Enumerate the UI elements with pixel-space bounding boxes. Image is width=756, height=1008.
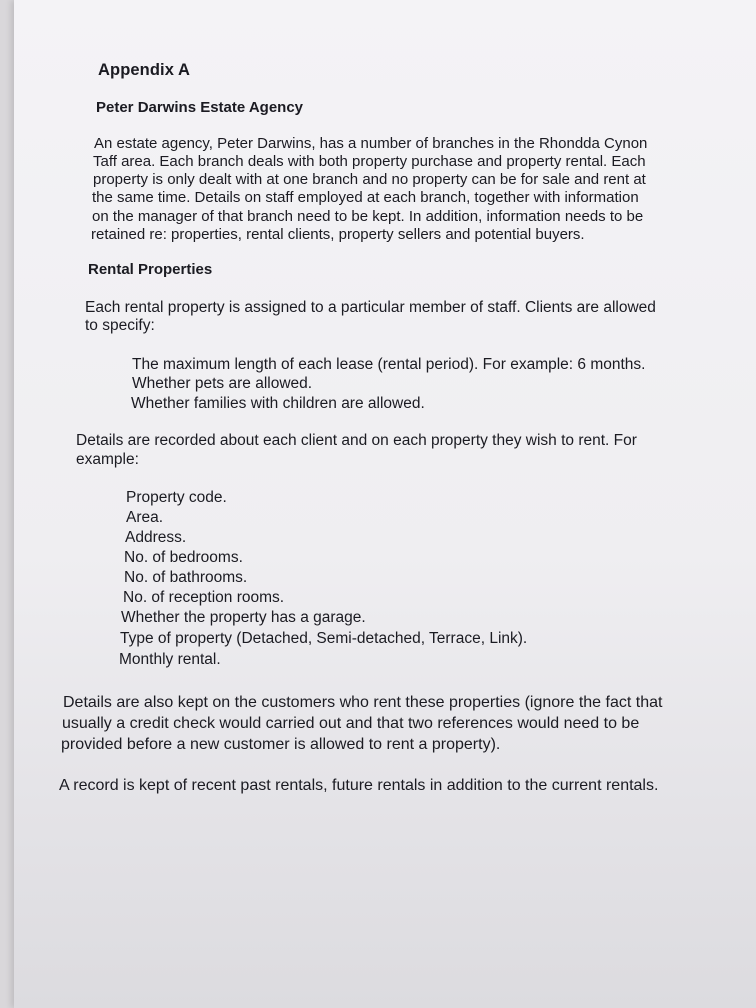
list-item: Type of property (Detached, Semi-detached, Terrace, Link). (120, 630, 528, 647)
intro-line: retained re: properties, rental clients, property sellers and potential buyers. (91, 226, 585, 243)
assign-line: Each rental property is assigned to a particular member of staff. Clients are allowed (85, 299, 656, 316)
list-item: Monthly rental. (119, 651, 221, 668)
list-item: Whether families with children are allowed. (131, 395, 425, 412)
list-item: Address. (125, 529, 187, 546)
agency-title: Peter Darwins Estate Agency (96, 99, 304, 116)
list-item: Area. (126, 509, 164, 526)
details-line: Details are recorded about each client and on each property they wish to rent. For (76, 432, 637, 449)
customers-line: Details are also kept on the customers who rent these properties (ignore the fact that (63, 694, 663, 711)
list-item: No. of reception rooms. (123, 589, 285, 606)
record-line: A record is kept of recent past rentals, future rentals in addition to the current rentals. (59, 777, 659, 794)
list-item: Whether the property has a garage. (121, 609, 366, 626)
list-item: Property code. (126, 489, 227, 506)
details-line: example: (76, 451, 139, 468)
list-item: Whether pets are allowed. (132, 375, 313, 392)
intro-line: on the manager of that branch need to be kept. In addition, information needs to be (92, 208, 644, 225)
rental-heading: Rental Properties (88, 261, 213, 278)
intro-line: the same time. Details on staff employed at each branch, together with information (92, 189, 639, 206)
list-item: The maximum length of each lease (rental period). For example: 6 months. (132, 356, 646, 373)
intro-line: Taff area. Each branch deals with both property purchase and property rental. Each (93, 153, 646, 170)
appendix-title: Appendix A (98, 61, 191, 79)
customers-line: usually a credit check would carried out and that two references would need to be (62, 715, 640, 732)
document-page (14, 0, 756, 1008)
assign-line: to specify: (85, 317, 155, 334)
customers-line: provided before a new customer is allowed to rent a property). (61, 736, 501, 753)
list-item: No. of bedrooms. (124, 549, 243, 566)
intro-line: An estate agency, Peter Darwins, has a number of branches in the Rhondda Cynon (94, 135, 648, 152)
intro-line: property is only dealt with at one branch and no property can be for sale and rent at (93, 171, 646, 188)
list-item: No. of bathrooms. (124, 569, 248, 586)
